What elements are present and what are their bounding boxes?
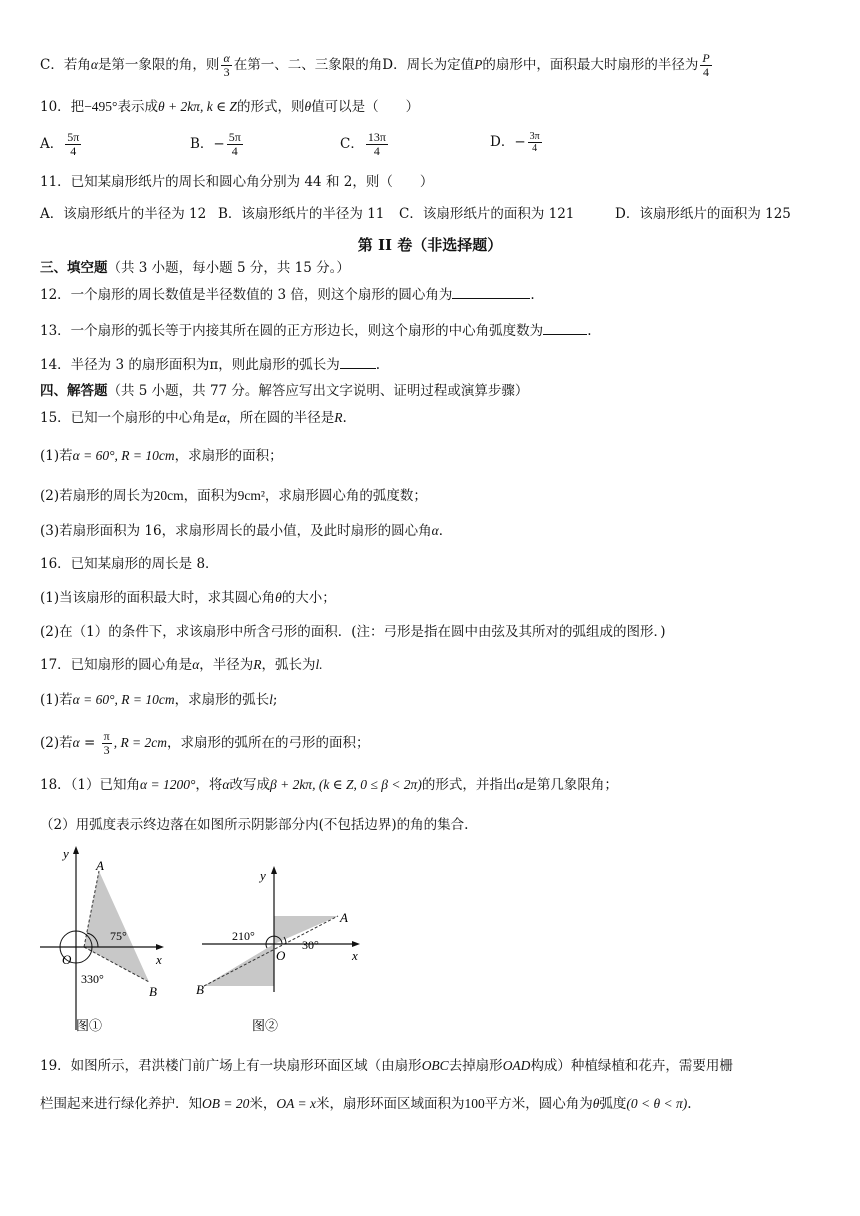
q10-option-b[interactable]: B．− $\frac{5\pi}{4}$ (190, 130, 241, 158)
figure-1 (36, 840, 176, 1040)
svg-text:O: O (62, 952, 72, 967)
part3-heading: 三、填空题（共 3 小题，每小题 5 分，共 15 分。） (40, 260, 350, 276)
svg-text:图①: 图① (76, 1018, 103, 1033)
q10-option-c[interactable]: C． $\frac{13\pi}{4}$ (340, 130, 386, 158)
q12: 12．一个扇形的周长数值是半径数值的 3 倍，则这个扇形的圆心角为 . (40, 287, 535, 303)
alpha-over-3-fraction: $\frac{\alpha}{3}$ (223, 51, 230, 79)
svg-text:x: x (156, 952, 162, 967)
q15-stem: 15．已知一个扇形的中心角是α，所在圆的半径是R. (40, 410, 347, 426)
svg-text:x: x (352, 948, 358, 963)
q15-part1: (1)若α = 60°, R = 10cm，求扇形的面积； (40, 448, 283, 464)
q16-stem: 16．已知某扇形的周长是 8． (40, 556, 219, 572)
q11-option-d[interactable]: D．该扇形纸片的面积为 125 (615, 206, 791, 222)
q16-part2: (2)在（1）的条件下，求该扇形中所含弓形的面积．(注：弓形是指在圆中由弦及其所对的弧组成的图形．) (40, 624, 666, 640)
svg-text:210°: 210° (232, 929, 255, 943)
svg-text:y: y (63, 846, 69, 861)
svg-text:y: y (260, 868, 266, 883)
q10-option-d[interactable]: D．− $\frac{3\pi}{4}$ (490, 131, 540, 154)
q19-line2: 栏围起来进行绿化养护．知OB = 20米，OA = x米，扇形环面区域面积为100平方米，圆心角为θ弧度(0 < θ < π). (40, 1096, 692, 1112)
q14: 14．半径为 3 的扇形面积为π，则此扇形的弧长为 . (40, 357, 381, 373)
q13: 13．一个扇形的弧长等于内接其所在圆的正方形边长，则这个扇形的中心角弧度数为 . (40, 323, 592, 339)
q11-option-a[interactable]: A．该扇形纸片的半径为 12 (40, 206, 207, 222)
p-over-4-fraction: $\frac{P}{4}$ (702, 51, 710, 79)
q17-part2: (2)若α = $\frac{\pi}{3}$ , R = 2cm，求扇形的弧所在的弓形的面积； (40, 729, 370, 757)
part4-heading: 四、解答题（共 5 小题，共 77 分。解答应写出文字说明、证明过程或演算步骤） (40, 383, 529, 399)
q14-answer-blank[interactable] (340, 368, 376, 369)
q15-part2: (2)若扇形的周长为20cm，面积为9cm²，求扇形圆心角的弧度数； (40, 488, 427, 504)
q15-part3: (3)若扇形面积为 16，求扇形周长的最小值，及此时扇形的圆心角α． (40, 523, 453, 539)
q9-cd-line: C．若角α是第一象限的角，则 $\frac{\alpha}{3}$ 在第一、二、三象限的角D．周长为定值P的扇形中，面积最大时扇形的半径为 $\frac{P}{4}$ (40, 51, 710, 79)
q11-option-b[interactable]: B．该扇形纸片的半径为 11 (218, 206, 385, 222)
svg-text:75°: 75° (110, 929, 127, 943)
svg-text:B: B (149, 984, 157, 999)
q11-option-c[interactable]: C．该扇形纸片的面积为 121 (399, 206, 575, 222)
svg-text:B: B (196, 982, 204, 997)
q11-stem: 11．已知某扇形纸片的周长和圆心角分别为 44 和 2，则（ ） (40, 174, 434, 190)
svg-text:图②: 图② (252, 1018, 279, 1033)
q12-answer-blank[interactable] (452, 298, 530, 299)
q10-stem: 10．把−495°表示成θ + 2kπ, k ∈ Z的形式，则θ值可以是（ ） (40, 99, 420, 115)
q13-answer-blank[interactable] (543, 334, 587, 335)
svg-text:O: O (276, 948, 286, 963)
svg-text:30°: 30° (302, 938, 319, 952)
svg-text:A: A (96, 858, 104, 873)
svg-text:A: A (340, 910, 348, 925)
fig2-shaded-region-lower (204, 944, 274, 986)
section-2-title: 第 II 卷（非选择题） (357, 236, 503, 254)
q16-part1: (1)当该扇形的面积最大时，求其圆心角θ的大小； (40, 590, 336, 606)
q10-option-a[interactable]: A． $\frac{5\pi}{4}$ (40, 130, 80, 158)
fig1-shaded-region (84, 871, 149, 982)
q17-part1: (1)若α = 60°, R = 10cm，求扇形的弧长l; (40, 692, 278, 708)
figure-2 (190, 862, 370, 1040)
q19-line1: 19．如图所示，君洪楼门前广场上有一块扇形环面区域（由扇形OBC去掉扇形OAD构成）种植绿植和花卉，需要用栅 (40, 1058, 733, 1074)
q17-stem: 17．已知扇形的圆心角是α，半径为R，弧长为l. (40, 657, 323, 673)
q18-part1: 18．（1）已知角α = 1200°，将α改写成β + 2kπ, (k ∈ Z, 0 ≤ β < 2π)的形式，并指出α是第几象限角； (40, 777, 618, 793)
q18-part2: （2）用弧度表示终边落在如图所示阴影部分内(不包括边界)的角的集合. (40, 817, 469, 833)
svg-text:330°: 330° (81, 972, 104, 986)
